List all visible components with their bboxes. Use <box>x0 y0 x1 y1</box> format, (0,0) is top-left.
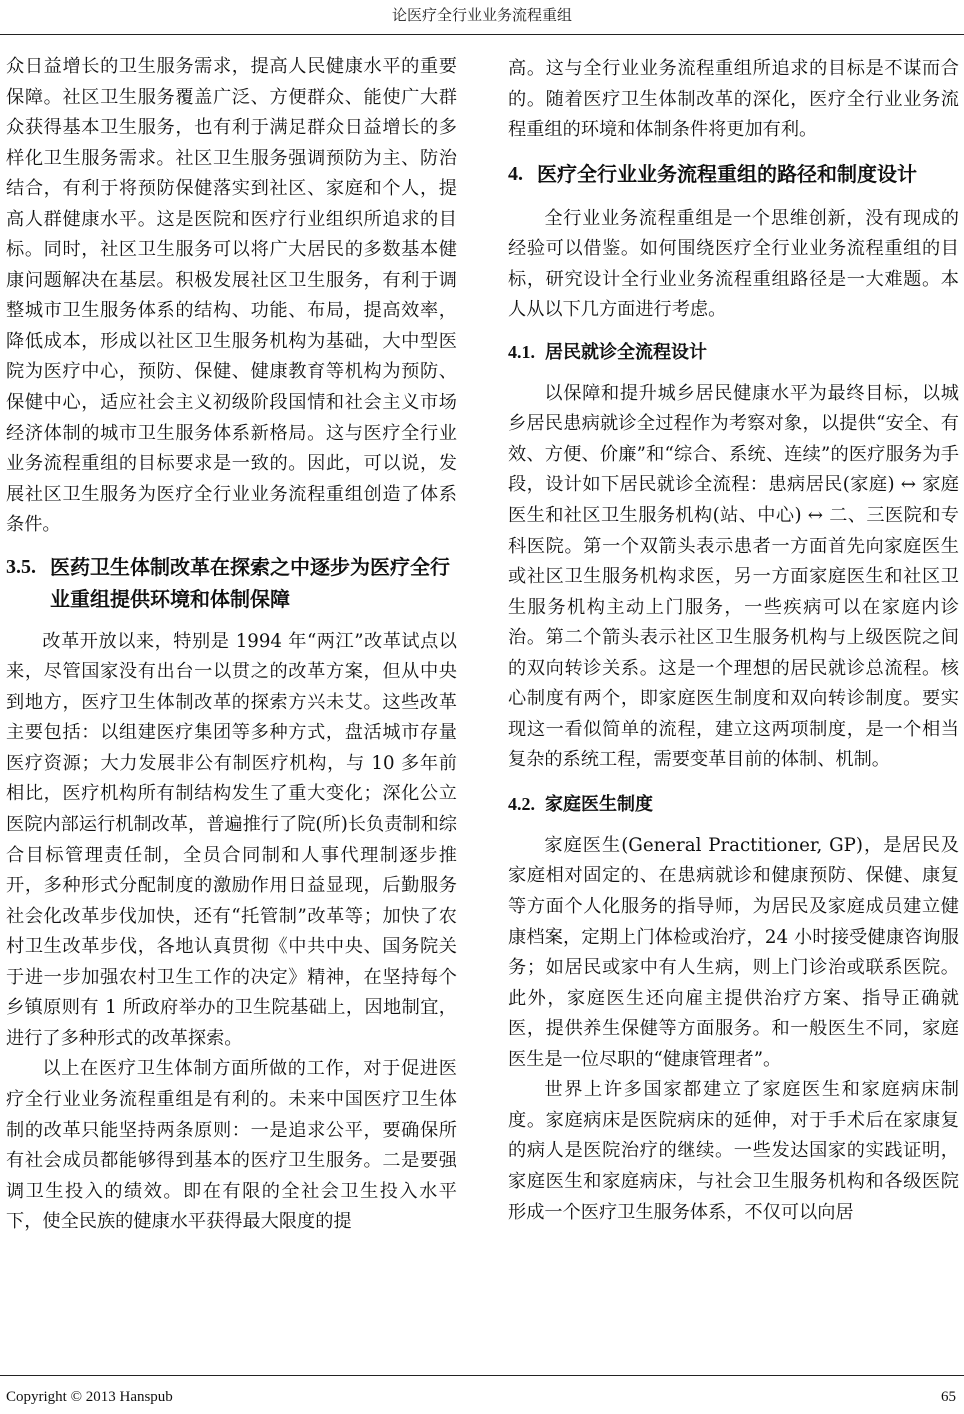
footer-divider <box>0 1375 964 1376</box>
section-heading-4 <box>508 158 959 190</box>
running-title: 论医疗全行业业务流程重组 <box>391 6 572 24</box>
paragraph: 以保障和提升城乡居民健康水平为最终目标，以城乡居民患病就诊全过程作为考察对象，以提供“安全、有效、方便、价廉”和“综合、系统、连续”的医疗服务为手段，设计如下居民就诊全流程：患病居民(家庭) ↔ 家庭医生和社区卫生服务机构(站、中心) ↔ 二、三医院和专科医院。第一个双箭头表示患者一方面首先向家庭医生或社区卫生服务机构求医，另一方面家庭医生和社区卫生服务机构主动上门服务，一些疾病可以在家庭内诊治。第二个箭头表示社区卫生服务机构与上级医院之间的双向转诊关系。这是一个理想的居民就诊总流程。核心制度有两个，即家庭医生制度和双向转诊制度。要实现这一看似简单的流程，建立这两项制度，是一个相当复杂的系统工程，需要变革目前的体制、机制。 <box>508 382 959 771</box>
subsection-number: 4.2. <box>508 793 535 814</box>
subsection-number: 4.1. <box>508 341 535 362</box>
subsection-title: 家庭医生制度 <box>545 793 653 815</box>
right-column <box>508 54 959 1228</box>
subsection-title: 居民就诊全流程设计 <box>545 341 707 363</box>
section-title: 医疗全行业业务流程重组的路径和制度设计 <box>537 161 917 186</box>
copyright-notice: Copyright © 2013 Hanspub <box>6 1389 173 1405</box>
section-title: 医药卫生体制改革在探索之中逐步为医疗全行业重组提供环境和体制保障 <box>50 554 450 611</box>
paragraph: 家庭医生(General Practitioner, GP)，是居民及家庭相对固定的、在患病就诊和健康预防、保健、康复等方面个人化服务的指导师，为居民及家庭成员建立健康档案，定期上门体检或治疗，24 小时接受健康咨询服务；如居民或家中有人生病，则上门诊治或联系医院。此外，家庭医生还向雇主提供治疗方案、指导正确就医，提供养生保健等方面服务。和一般医生不同，家庭医生是一位尽职的“健康管理者”。 <box>508 834 959 1070</box>
section-heading-3-5 <box>6 551 457 615</box>
header-divider <box>0 34 964 35</box>
page-number: 65 <box>941 1389 956 1405</box>
paragraph: 世界上许多国家都建立了家庭医生和家庭病床制度。家庭病床是医院病床的延伸，对于手术后在家康复的病人是医院治疗的继续。一些发达国家的实践证明，家庭医生和家庭病床，与社会卫生服务机构和各级医院形成一个医疗卫生服务体系，不仅可以向居 <box>508 1079 959 1223</box>
paragraph: 全行业业务流程重组是一个思维创新，没有现成的经验可以借鉴。如何围绕医疗全行业业务流程重组的目标，研究设计全行业业务流程重组路径是一大难题。本人从以下几方面进行考虑。 <box>508 207 959 321</box>
paragraph: 众日益增长的卫生服务需求，提高人民健康水平的重要保障。社区卫生服务覆盖广泛、方便群众、能使广大群众获得基本卫生服务，也有利于满足群众日益增长的多样化卫生服务需求。社区卫生服务强调预防为主、防治结合，有利于将预防保健落实到社区、家庭和个人，提高人群健康水平。这是医院和医疗行业组织所追求的目标。同时，社区卫生服务可以将广大居民的多数基本健康问题解决在基层。积极发展社区卫生服务，有利于调整城市卫生服务体系的结构、功能、布局，提高效率，降低成本，形成以社区卫生服务机构为基础，大中型医院为医疗中心，预防、保健、健康教育等机构为预防、保健中心，适应社会主义初级阶段国情和社会主义市场经济体制的城市卫生服务体系新格局。这与医疗全行业业务流程重组的目标要求是一致的。因此，可以说，发展社区卫生服务为医疗全行业业务流程重组创造了体系条件。 <box>6 56 457 536</box>
section-number: 3.5. <box>6 555 36 578</box>
paragraph: 改革开放以来，特别是 1994 年“两江”改革试点以来，尽管国家没有出台一以贯之的改革方案，但从中央到地方，医疗卫生体制改革的探索方兴未艾。这些改革主要包括：以组建医疗集团等多种方式，盘活城市存量医疗资源；大力发展非公有制医疗机构，与 10 多年前相比，医疗机构所有制结构发生了重大变化；深化公立医院内部运行机制改革，普遍推行了院(所)长负责制和综合目标管理责任制，全员合同制和人事代理制逐步推开，多种形式分配制度的激励作用日益显现，后勤服务社会化改革步伐加快，还有“托管制”改革等；加快了农村卫生改革步伐，各地认真贯彻《中共中央、国务院关于进一步加强农村卫生工作的决定》精神，在坚持每个乡镇原则有 1 所政府举办的卫生院基础上，因地制宜，进行了多种形式的改革探索。 <box>6 630 457 1049</box>
subsection-heading-4-1 <box>508 338 959 367</box>
section-number: 4. <box>508 162 523 185</box>
left-column <box>6 52 457 1238</box>
paragraph: 以上在医疗卫生体制方面所做的工作，对于促进医疗全行业业务流程重组是有利的。未来中国医疗卫生体制的改革只能坚持两条原则：一是追求公平，要确保所有社会成员都能够得到基本的医疗卫生服务。二是要强调卫生投入的绩效。即在有限的全社会卫生投入水平下，使全民族的健康水平获得最大限度的提 <box>6 1058 457 1233</box>
subsection-heading-4-2 <box>508 790 959 819</box>
paragraph: 高。这与全行业业务流程重组所追求的目标是不谋而合的。随着医疗卫生体制改革的深化，医疗全行业业务流程重组的环境和体制条件将更加有利。 <box>508 58 959 141</box>
